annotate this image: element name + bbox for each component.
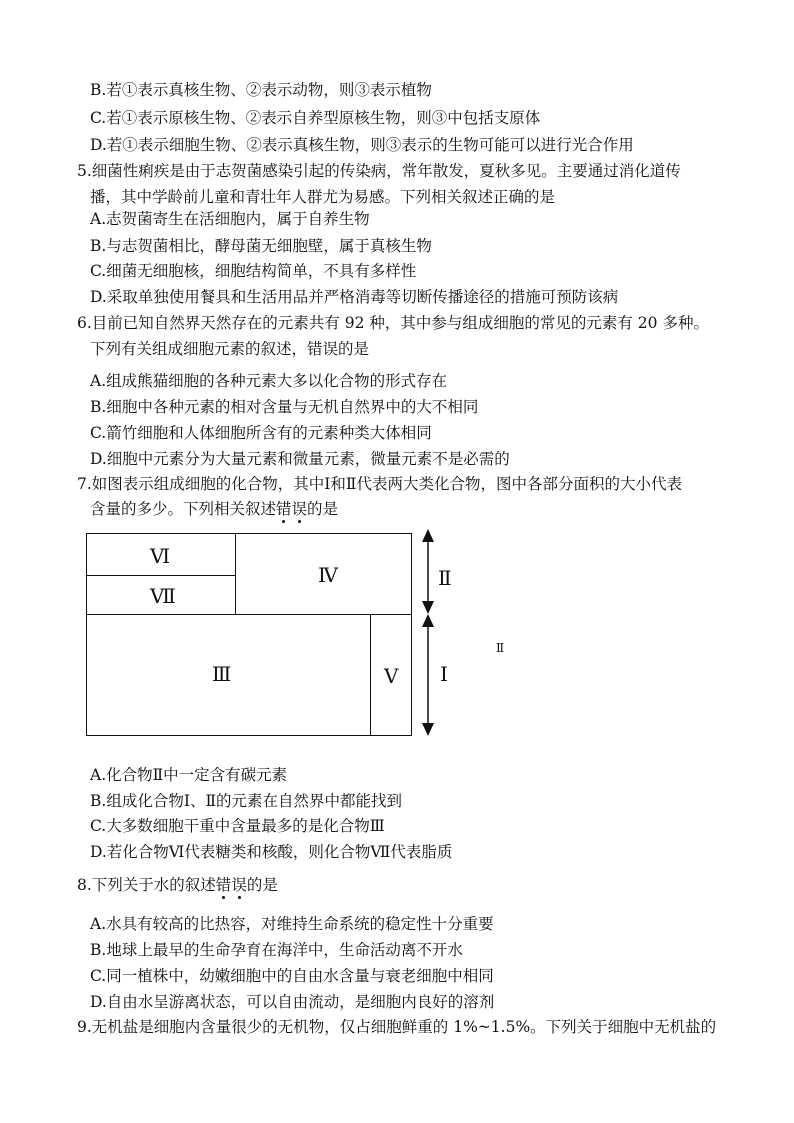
q7-option-a: A.化合物Ⅱ中一定含有碳元素	[90, 766, 288, 784]
q7-emphasis-wu: 误	[291, 500, 308, 518]
q6-stem-line1: 6.目前已知自然界天然存在的元素共有 92 种，其中参与组成细胞的常见的元素有 20 多种。	[77, 314, 709, 332]
q8-option-c: C.同一植株中，幼嫩细胞中的自由水含量与衰老细胞中相同	[90, 967, 494, 985]
q7-emphasis-cuo: 错	[276, 500, 292, 518]
label-arrow-i: Ⅰ	[440, 662, 448, 686]
q8-stem	[77, 875, 278, 895]
q7-option-c: C.大多数细胞干重中含量最多的是化合物Ⅲ	[90, 817, 385, 835]
q6-option-c: C.箭竹细胞和人体细胞所含有的元素种类大体相同	[90, 424, 432, 442]
q9-stem-line1: 9.无机盐是细胞内含量很少的无机物，仅占细胞鲜重的 1%~1.5%。下列关于细胞中无机盐的	[77, 1018, 717, 1036]
q8-stem-pre: 8.下列关于水的叙述	[77, 876, 216, 894]
q5-option-b: B.与志贺菌相比，酵母菌无细胞壁，属于真核生物	[90, 237, 432, 255]
label-vi: Ⅵ	[150, 544, 171, 568]
q5-option-c: C.细菌无细胞核，细胞结构简单，不具有多样性	[90, 262, 417, 280]
q7-stem-line1: 7.如图表示组成细胞的化合物，其中Ⅰ和Ⅱ代表两大类化合物，图中各部分面积的大小代表	[77, 475, 682, 493]
q6-option-d: D.细胞中元素分为大量元素和微量元素，微量元素不是必需的	[90, 450, 510, 468]
label-v: Ⅴ	[384, 664, 399, 688]
q5-option-a: A.志贺菌寄生在活细胞内，属于自养生物	[90, 210, 370, 228]
q8-option-d: D.自由水呈游离状态，可以自由流动，是细胞内良好的溶剂	[90, 993, 495, 1011]
q4-option-c: C.若①表示原核生物、②表示自养型原核生物，则③中包括支原体	[90, 109, 541, 127]
q7-stem-post: 的是	[307, 500, 339, 518]
region-lower-frame	[86, 614, 412, 736]
q6-option-b: B.细胞中各种元素的相对含量与无机自然界中的大不相同	[90, 398, 479, 416]
label-iii: Ⅲ	[212, 662, 232, 686]
q6-stem-line2: 下列有关组成细胞元素的叙述，错误的是	[90, 340, 370, 358]
q5-option-d: D.采取单独使用餐具和生活用品并严格消毒等切断传播途径的措施可预防该病	[90, 288, 619, 306]
q7-stem-line2	[90, 499, 338, 519]
q8-emphasis-cuo: 错	[215, 876, 232, 894]
q8-emphasis-wu: 误	[231, 876, 247, 894]
double-arrow-graphic	[418, 528, 442, 742]
q7-option-d: D.若化合物Ⅵ代表糖类和核酸，则化合物Ⅶ代表脂质	[90, 843, 453, 861]
q7-stem-pre: 含量的多少。下列相关叙述	[90, 500, 277, 518]
stray-label-ii: Ⅱ	[496, 641, 505, 655]
q5-stem-line2: 播，其中学龄前儿童和青壮年人群尤为易感。下列相关叙述正确的是	[90, 188, 556, 206]
label-vii: Ⅶ	[150, 584, 176, 608]
label-iv: Ⅳ	[318, 563, 338, 587]
q5-stem-line1: 5.细菌性痢疾是由于志贺菌感染引起的传染病，常年散发，夏秋多见。主要通过消化道传	[77, 162, 681, 180]
q4-option-d: D.若①表示细胞生物、②表示真核生物，则③表示的生物可能可以进行光合作用	[90, 136, 634, 154]
q6-option-a: A.组成熊猫细胞的各种元素大多以化合物的形式存在	[90, 372, 448, 390]
label-arrow-ii: Ⅱ	[438, 566, 452, 590]
q4-option-b: B.若①表示真核生物、②表示动物，则③表示植物	[90, 81, 432, 99]
q8-option-a: A.水具有较高的比热容，对维持生命系统的稳定性十分重要	[90, 915, 494, 933]
q8-option-b: B.地球上最早的生命孕育在海洋中，生命活动离不开水	[90, 941, 463, 959]
q7-option-b: B.组成化合物Ⅰ、Ⅱ的元素在自然界中都能找到	[90, 792, 402, 810]
q8-stem-post: 的是	[246, 876, 278, 894]
